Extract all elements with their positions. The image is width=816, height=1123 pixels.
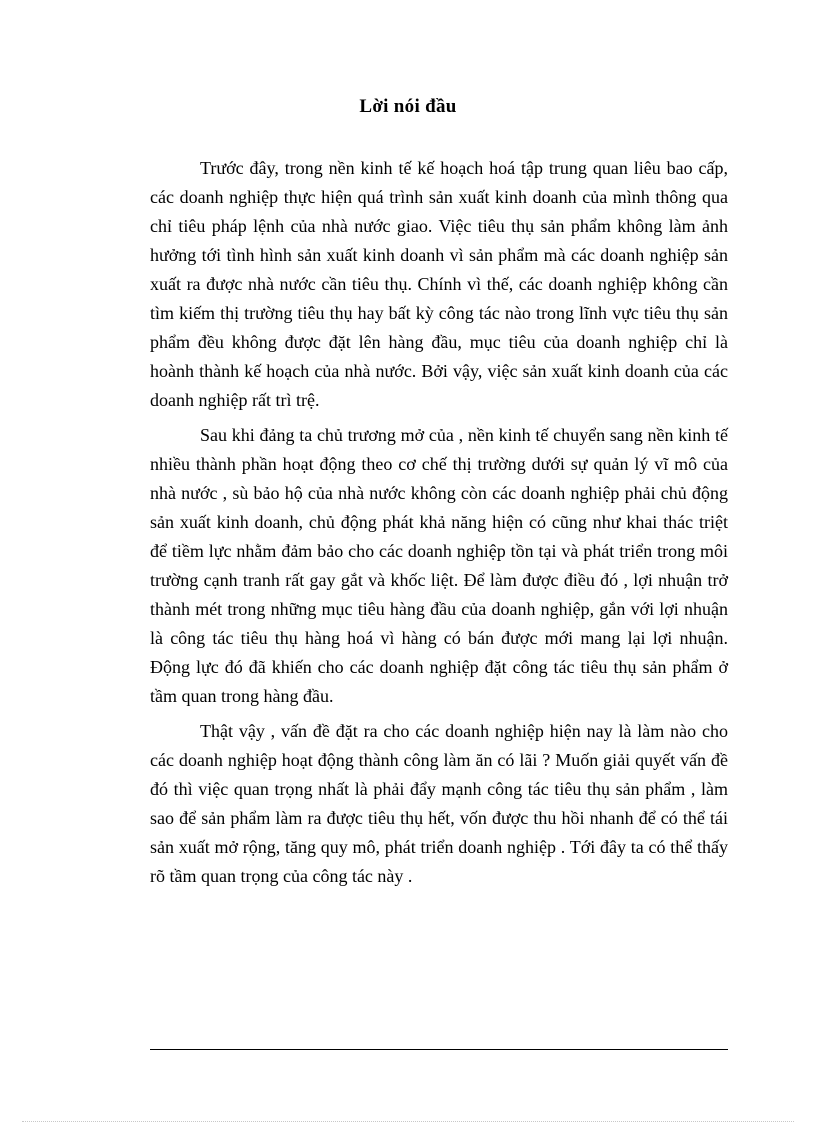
paragraph-2: Sau khi đảng ta chủ trương mở của , nền kinh tế chuyển sang nền kinh tế nhiều thành phần hoạt động theo cơ chế thị trường dưới sự quản lý vĩ mô của nhà nước , sù bảo hộ của nhà nước không còn các doanh nghiệp phải chủ động sản xuất kinh doanh, chủ động phát khả năng hiện có cũng như khai thác triệt để tiềm lực nhằm đảm bảo cho các doanh nghiệp tồn tại và phát triển trong môi trường cạnh tranh rất gay gắt và khốc liệt. Để làm được điều đó , lợi nhuận trở thành mét trong những mục tiêu hàng đầu của doanh nghiệp, gắn với lợi nhuận là công tác tiêu thụ hàng hoá vì hàng có bán được mới mang lại lợi nhuận. Động lực đó đã khiến cho các doanh nghiệp đặt công tác tiêu thụ sản phẩm ở tầm quan trong hàng đầu.	[150, 425, 728, 706]
page-bottom-border	[22, 1121, 794, 1122]
page-title: Lời nói đầu	[359, 96, 457, 117]
paragraph-1: Trước đây, trong nền kinh tế kế hoạch hoá tập trung quan liêu bao cấp, các doanh nghiệp thực hiện quá trình sản xuất kinh doanh của mình thông qua chỉ tiêu pháp lệnh của nhà nước giao. Việc tiêu thụ sản phẩm không làm ảnh hưởng tới tình hình sản xuất kinh doanh vì sản phẩm mà các doanh nghiệp sản xuất ra được nhà nước cần tiêu thụ. Chính vì thế, các doanh nghiệp không cần tìm kiếm thị trường tiêu thụ hay bất kỳ công tác nào trong lĩnh vực tiêu thụ sản phẩm đều không được đặt lên hàng đầu, mục tiêu của doanh nghiệp chỉ là hoành thành kế hoạch của nhà nước. Bởi vậy, việc sản xuất kinh doanh của các doanh nghiệp rất trì trệ.	[150, 158, 728, 410]
paragraph-3: Thật vậy , vấn đề đặt ra cho các doanh nghiệp hiện nay là làm nào cho các doanh nghiệp hoạt động thành công làm ăn có lãi ? Muốn giải quyết vấn đề đó thì việc quan trọng nhất là phải đẩy mạnh công tác tiêu thụ sản phẩm , làm sao để sản phẩm làm ra được tiêu thụ hết, vốn được thu hồi nhanh để có thể tái sản xuất mở rộng, tăng quy mô, phát triển doanh nghiệp . Tới đây ta có thể thấy rõ tầm quan trọng của công tác này .	[150, 721, 728, 886]
footer-rule	[150, 1049, 728, 1050]
body-text	[150, 154, 728, 897]
